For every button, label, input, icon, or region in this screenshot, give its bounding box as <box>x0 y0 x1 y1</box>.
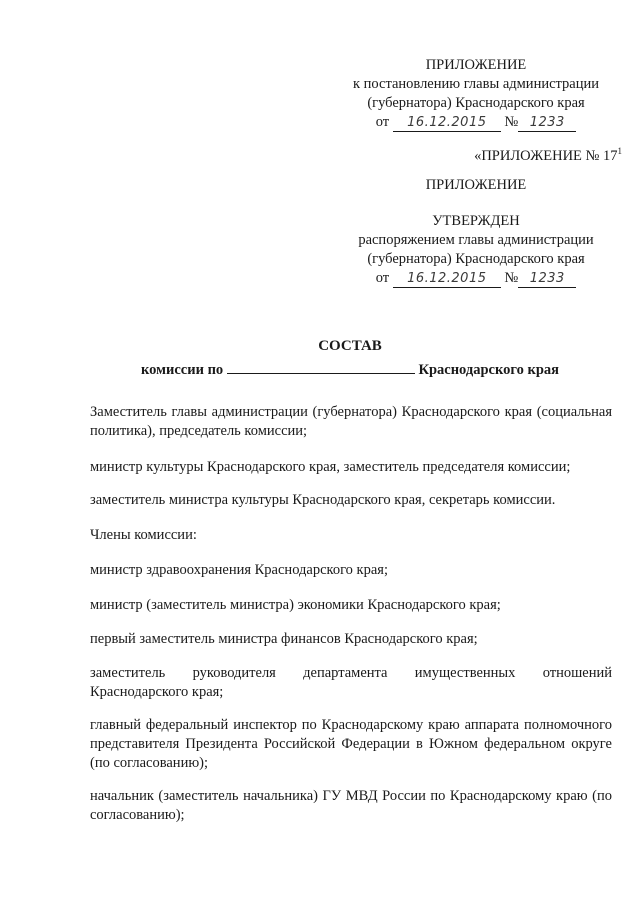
paragraph-deputy-chairman: министр культуры Краснодарского края, заместитель председателя комиссии; <box>90 459 571 475</box>
date-prefix: от <box>375 114 390 130</box>
blank-fill-line <box>227 360 415 374</box>
commission-subtitle <box>90 360 610 380</box>
document-title: СОСТАВ <box>318 338 382 354</box>
resolution-line-1: к постановлению главы администрации <box>352 76 600 92</box>
approval-date-row <box>330 269 622 288</box>
handwritten-date: 16.12.2015 <box>393 271 501 288</box>
annex-17-superscript: 1 <box>617 146 622 156</box>
paragraph-member: начальник (заместитель начальника) ГУ МВД России по Краснодарскому краю (по согласованию); <box>90 788 612 823</box>
number-label: № <box>504 114 519 130</box>
paragraph-member: министр здравоохранения Краснодарского края; <box>90 562 388 578</box>
approved-label: УТВЕРЖДЕН <box>432 213 520 229</box>
number-label: № <box>504 270 519 286</box>
handwritten-number: 1233 <box>518 115 576 132</box>
paragraph-member: первый заместитель министра финансов Краснодарского края; <box>90 631 478 647</box>
appendix-title: ПРИЛОЖЕНИЕ <box>425 57 527 73</box>
paragraph-members-heading: Члены комиссии: <box>90 527 197 543</box>
paragraph-member: главный федеральный инспектор по Краснодарскому краю аппарата полномочного представителя Президента Российской Федерации в Южном федеральном округе (по согласованию); <box>90 717 612 771</box>
approval-details-block <box>330 212 622 288</box>
approval-appendix-title: ПРИЛОЖЕНИЕ <box>425 177 527 193</box>
approval-block <box>330 176 622 195</box>
resolution-date-row <box>330 113 622 132</box>
paragraph-member: заместитель руководителя департамента имущественных отношений Краснодарского края; <box>90 665 612 700</box>
resolution-appendix-block <box>330 56 622 132</box>
annex-17-text: «ПРИЛОЖЕНИЕ № 17 <box>474 147 618 164</box>
annex-17-label <box>330 146 622 165</box>
handwritten-date: 16.12.2015 <box>393 115 501 132</box>
handwritten-number: 1233 <box>518 271 576 288</box>
approval-line-2: (губернатора) Краснодарского края <box>367 251 585 267</box>
subtitle-start: комиссии по <box>141 362 224 378</box>
resolution-line-2: (губернатора) Краснодарского края <box>367 95 585 111</box>
paragraph-member: министр (заместитель министра) экономики Краснодарского края; <box>90 597 501 613</box>
document-title-block <box>90 336 610 380</box>
paragraph-chairman: Заместитель главы администрации (губернатора) Краснодарского края (социальная политика), председатель комиссии; <box>90 404 612 439</box>
subtitle-end: Краснодарского края <box>418 362 559 378</box>
paragraph-secretary: заместитель министра культуры Краснодарского края, секретарь комиссии. <box>90 492 556 508</box>
approval-line-1: распоряжением главы администрации <box>358 232 594 248</box>
date-prefix: от <box>375 270 390 286</box>
